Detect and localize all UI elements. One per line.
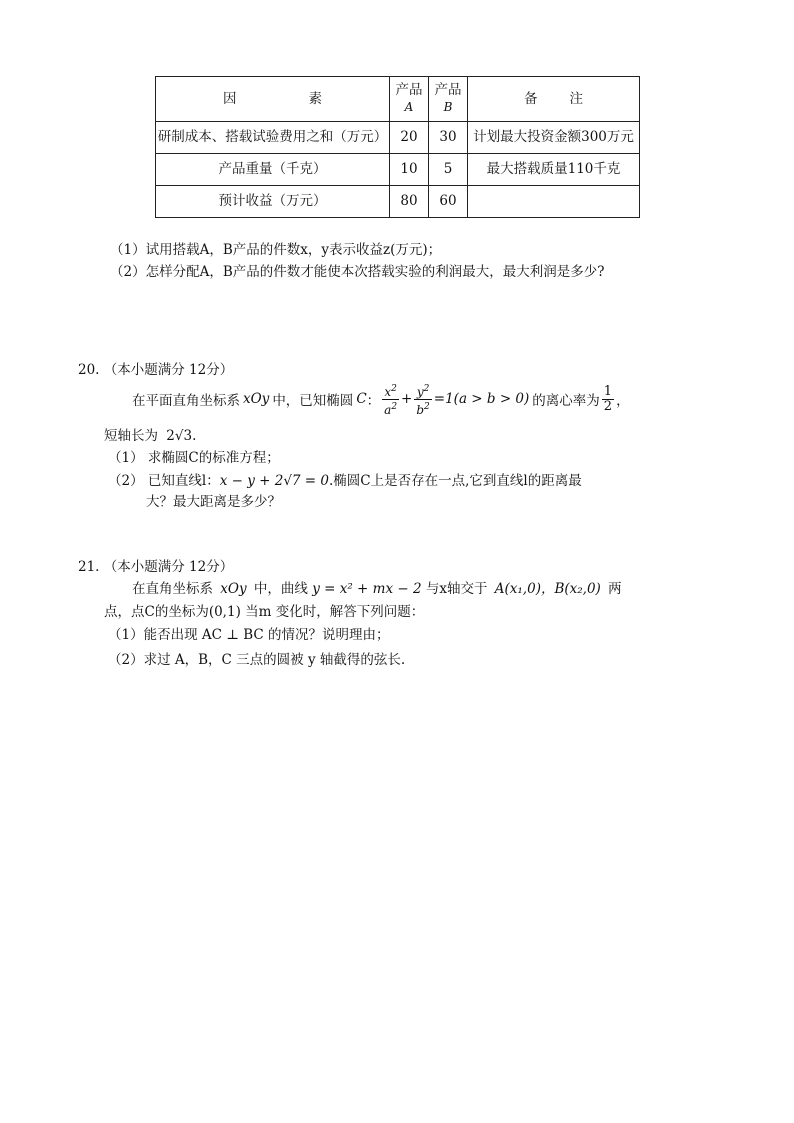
ellipse-frac-y: $\frac{y^2}{b^2}$ xyxy=(416,383,430,417)
row-factor: 研制成本、搭载试验费用之和（万元） xyxy=(156,122,390,154)
row-a: 20 xyxy=(390,122,429,154)
row-note: 最大搭载质量110千克 xyxy=(468,154,640,186)
row-b: 60 xyxy=(429,186,468,218)
q20-part2-cont: 大？最大距离是多少？ xyxy=(146,494,281,510)
row-note xyxy=(468,186,640,218)
q21-part2: （2）求过 A，B，C 三点的圆被 y 轴截得的弦长. xyxy=(108,652,406,668)
q20-text: 在平面直角坐标系 xyxy=(132,393,240,409)
table-header-row xyxy=(156,77,640,122)
q21-line1: 在直角坐标系 xOy 中，曲线 y = x² + mx − 2 与x轴交于 A(x₁,0)，B(x₂,0) 两 xyxy=(132,581,622,597)
q20-part1: （1） 求椭圆C的标准方程； xyxy=(108,450,280,466)
minor-axis-value: 2√3 xyxy=(166,428,193,444)
header-product-b: 产品 B xyxy=(429,77,468,122)
header-note: 备 注 xyxy=(468,77,640,122)
row-b: 5 xyxy=(429,154,468,186)
q20-c: C xyxy=(356,391,367,407)
q21-heading: 21. （本小题满分 12分） xyxy=(78,559,234,575)
q20-heading: 20. （本小题满分 12分） xyxy=(78,362,234,378)
header-factor: 因 素 xyxy=(156,77,390,122)
q19-part1: （1）试用搭载A，B产品的件数x，y表示收益z(万元)； xyxy=(110,242,442,258)
product-table xyxy=(155,76,640,218)
row-b: 30 xyxy=(429,122,468,154)
table-row xyxy=(156,186,640,218)
row-factor: 预计收益（万元） xyxy=(156,186,390,218)
table-row xyxy=(156,122,640,154)
row-note: 计划最大投资金额300万元 xyxy=(468,122,640,154)
q20-line1: 在平面直角坐标系 xOy 中，已知椭圆 C ： $\frac{x^2}{a^2}$ + $\frac{y^2}{b^2}$ =1(a > b > 0) 的离心率为 $\frac{1}{2}$ ， xyxy=(132,383,630,417)
q20-part2: （2） 已知直线l：x − y + 2√7 = 0.椭圆C上是否存在一点,它到直线l的距离最 xyxy=(108,473,582,489)
q19-part2: （2）怎样分配A，B产品的件数才能使本次搭载实验的利润最大，最大利润是多少? xyxy=(110,264,605,280)
ellipse-rhs: =1(a > b > 0) xyxy=(433,391,530,407)
ellipse-frac-x: $\frac{x^2}{a^2}$ xyxy=(384,383,398,417)
q21-line2: 点，点C的坐标为(0,1) 当m 变化时，解答下列问题： xyxy=(104,604,425,620)
eccentricity-frac: $\frac{1}{2}$ xyxy=(603,383,613,414)
header-product-a: 产品 A xyxy=(390,77,429,122)
curve-equation: y = x² + mx − 2 xyxy=(312,581,422,597)
row-a: 80 xyxy=(390,186,429,218)
table-row xyxy=(156,154,640,186)
row-factor: 产品重量（千克） xyxy=(156,154,390,186)
q20-line2: 短轴长为 2√3. xyxy=(104,428,197,444)
q21-part1: （1）能否出现 AC ⊥ BC 的情况？说明理由； xyxy=(108,627,390,643)
q20-text: ： xyxy=(366,393,381,409)
line-equation: x − y + 2√7 = 0 xyxy=(219,473,329,489)
q20-text: 中，已知椭圆 xyxy=(272,393,354,409)
q20-text: 的离心率为 xyxy=(532,393,600,409)
row-a: 10 xyxy=(390,154,429,186)
intersection-points: A(x₁,0)，B(x₂,0) xyxy=(494,581,601,597)
q20-xoy: xOy xyxy=(243,391,270,407)
